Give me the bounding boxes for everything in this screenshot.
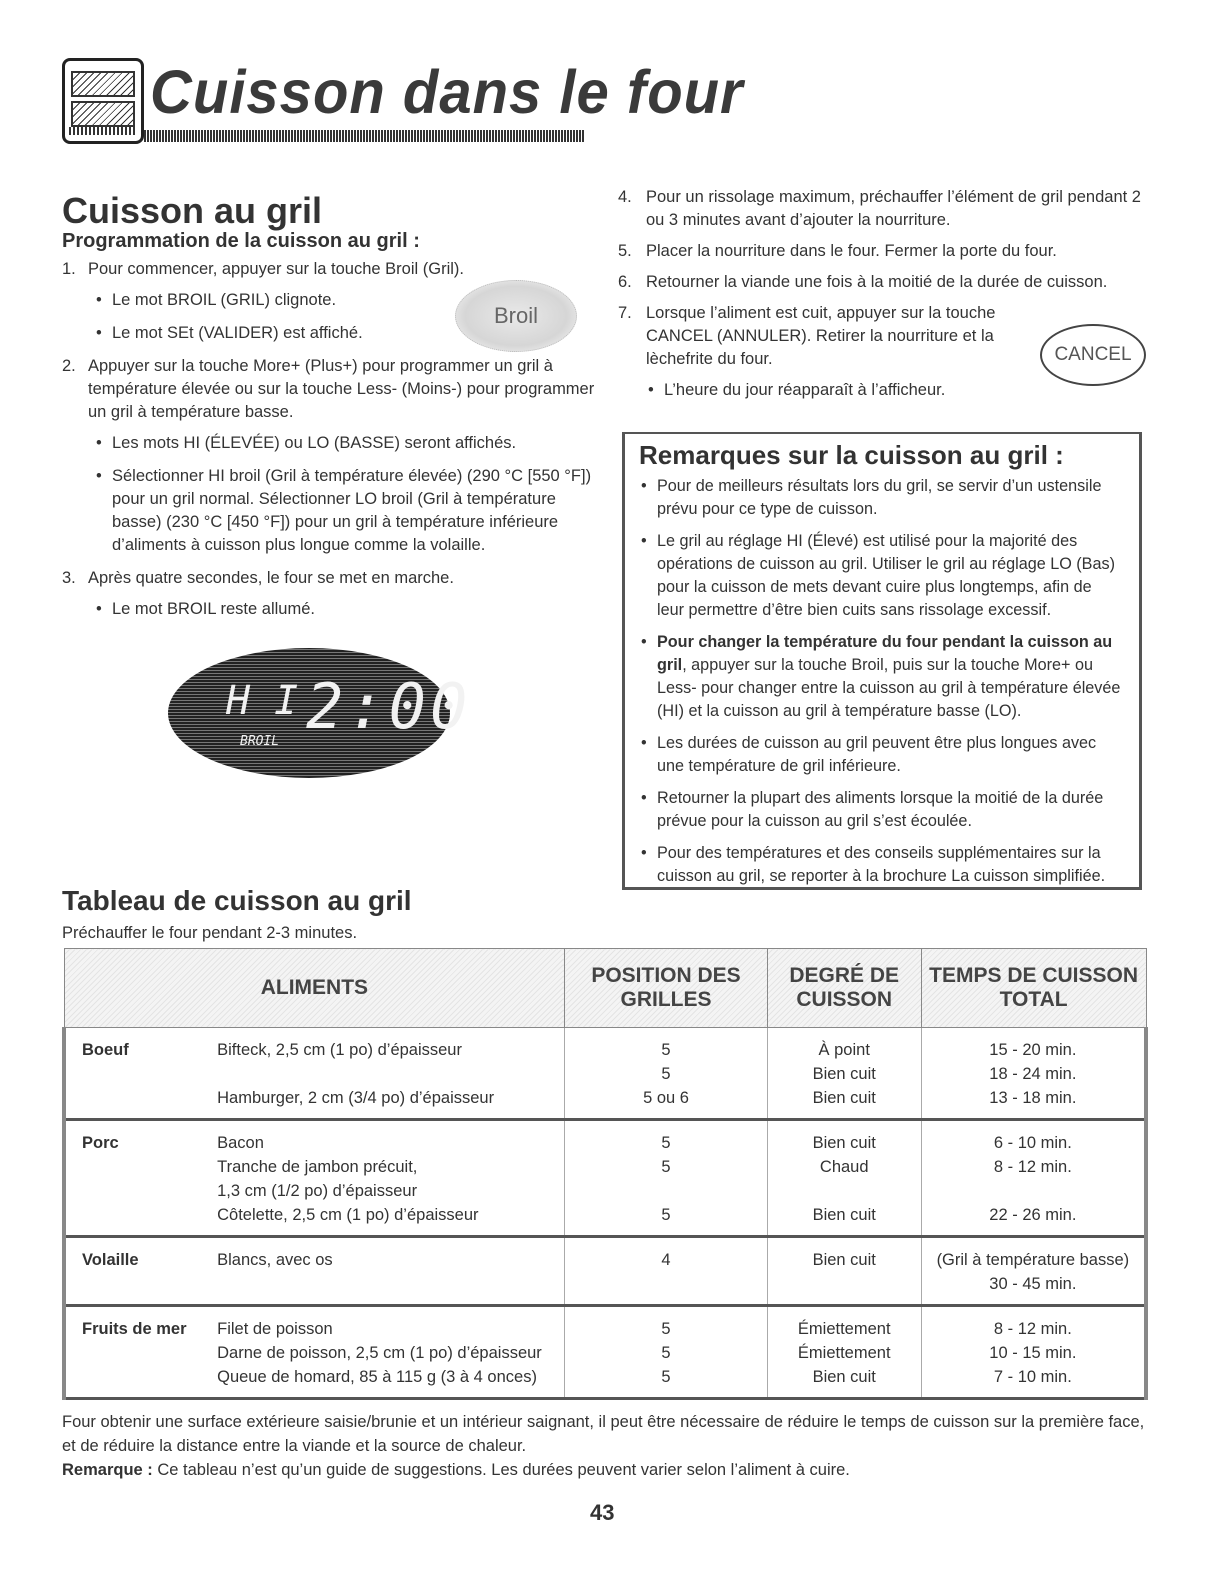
food-cell-line [217, 1272, 564, 1296]
doneness-cell-line: Bien cuit [812, 1134, 876, 1152]
category-cell-line: Volaille [82, 1251, 139, 1269]
time-cell-line: 7 - 10 min. [993, 1368, 1072, 1386]
position-cell-line: 5 [661, 1041, 671, 1059]
time-cell-line: 22 - 26 min. [989, 1206, 1077, 1224]
position-cell-line: 5 [661, 1158, 671, 1176]
position-cell-line: 5 [661, 1320, 671, 1338]
step-7-bullet: • L’heure du jour réapparaît à l’afficheur. [618, 379, 1148, 402]
position-cell [565, 1120, 767, 1237]
doneness-cell-line: Émiettement [797, 1320, 891, 1338]
food-cell-line: Filet de poisson [217, 1320, 333, 1338]
food-cell-line: Tranche de jambon précuit, [217, 1158, 418, 1176]
time-cell [921, 1028, 1146, 1120]
category-cell [64, 1028, 209, 1120]
cancel-button[interactable]: CANCEL [1040, 324, 1146, 386]
time-cell-line: 30 - 45 min. [989, 1275, 1077, 1293]
step-3-bullet: • Le mot BROIL reste allumé. [62, 598, 597, 621]
category-cell [64, 1237, 209, 1306]
food-cell-line: Blancs, avec os [217, 1251, 333, 1269]
category-cell [64, 1306, 209, 1399]
food-cell-line: Bifteck, 2,5 cm (1 po) d’épaisseur [217, 1041, 462, 1059]
table-title: Tableau de cuisson au gril [62, 885, 412, 916]
table-intro: Préchauffer le four pendant 2-3 minutes. [62, 924, 358, 942]
position-cell-line: 5 [661, 1206, 671, 1224]
doneness-cell-line [768, 1179, 921, 1203]
category-cell [64, 1120, 209, 1237]
footer-note: Four obtenir une surface extérieure saisie/brunie et un intérieur saignant, il peut être nécessaire de réduire le temps de cuisson sur la première face, et de réduire la distance entre la viande et la source de chaleur. [62, 1413, 1145, 1455]
doneness-cell-line: Bien cuit [812, 1251, 876, 1269]
time-cell-line [922, 1179, 1144, 1203]
food-cell-line: Côtelette, 2,5 cm (1 po) d’épaisseur [217, 1206, 479, 1224]
remark-item: • Retourner la plupart des aliments lorsque la moitié de la durée prévue pour la cuisson au gril s’est écoulée. [639, 787, 1123, 833]
page-title: Cuisson dans le four [150, 58, 744, 127]
step-6: 6. Retourner la viande une fois à la moitié de la durée de cuisson. [618, 273, 1108, 291]
food-cell [209, 1306, 565, 1399]
remark-item-change: • Pour changer la température du four pendant la cuisson au gril, appuyer sur la touche Broil, puis sur la touche More+ ou Less- pour changer entre la cuisson au gril à température élevée (HI) et la cuisson au gril à température basse (LO). [639, 631, 1123, 723]
doneness-cell [767, 1028, 921, 1120]
category-cell-line: Boeuf [82, 1041, 129, 1059]
food-cell-line [217, 1062, 564, 1086]
table-row [64, 1237, 1146, 1306]
step-1-bullet: • Le mot BROIL (GRIL) clignote. [62, 289, 597, 312]
table-header-row [64, 949, 1146, 1028]
position-cell-line [565, 1272, 766, 1296]
position-cell [565, 1237, 767, 1306]
remark-item: • Pour des températures et des conseils supplémentaires sur la cuisson au gril, se reporter à la brochure La cuisson simplifiée. [639, 842, 1123, 888]
time-cell [921, 1306, 1146, 1399]
position-cell [565, 1028, 767, 1120]
doneness-cell-line [768, 1272, 921, 1296]
time-cell [921, 1237, 1146, 1306]
food-cell [209, 1237, 565, 1306]
remark-item: • Les durées de cuisson au gril peuvent être plus longues avec une température de gril inférieure. [639, 732, 1123, 778]
time-cell [921, 1120, 1146, 1237]
display-label: BROIL [240, 734, 280, 749]
broil-table [62, 948, 1148, 1400]
doneness-cell [767, 1237, 921, 1306]
position-cell-line [565, 1179, 766, 1203]
doneness-cell-line: Bien cuit [812, 1065, 876, 1083]
doneness-cell-line: À point [818, 1041, 870, 1059]
step-2: 2. Appuyer sur la touche More+ (Plus+) pour programmer un gril à température élevée ou sur la touche Less- (Moins-) pour programmer un gril à température basse. [62, 357, 595, 421]
doneness-cell-line: Bien cuit [812, 1089, 876, 1107]
time-cell-line: (Gril à température basse) [936, 1251, 1130, 1269]
food-cell [209, 1028, 565, 1120]
food-cell [209, 1120, 565, 1237]
doneness-cell [767, 1306, 921, 1399]
position-cell-line: 5 [661, 1368, 671, 1386]
step-1-bullet: • Le mot SEt (VALIDER) est affiché. [62, 322, 597, 345]
doneness-cell-line: Bien cuit [812, 1206, 876, 1224]
remark-item: • Pour de meilleurs résultats lors du gril, se servir d’un ustensile prévu pour ce type de cuisson. [639, 475, 1123, 521]
food-cell-line: Darne de poisson, 2,5 cm (1 po) d’épaisseur [217, 1344, 542, 1362]
page-number: 43 [590, 1500, 615, 1525]
food-cell-line: 1,3 cm (1/2 po) d’épaisseur [217, 1182, 418, 1200]
display-time: 2:00 [306, 670, 472, 743]
step-2-bullet: • Sélectionner HI broil (Gril à température élevée) (290 °C [550 °F]) pour un gril normal. Sélectionner LO broil (Gril à température basse) (230 °C [450 °F]) pour un gril à température inférieure d’aliments à cuisson plus longue comme la volaille. [62, 465, 597, 557]
food-cell-line: Bacon [217, 1134, 264, 1152]
table-row [64, 1306, 1146, 1399]
oven-display [168, 648, 472, 778]
step-5: 5. Placer la nourriture dans le four. Fermer la porte du four. [618, 242, 1057, 260]
step-2-bullet: • Les mots HI (ÉLEVÉE) ou LO (BASSE) seront affichés. [62, 432, 597, 455]
footer-notes [62, 1410, 1152, 1482]
header-pos: POSITION DES GRILLES [565, 949, 767, 1028]
doneness-cell [767, 1120, 921, 1237]
position-cell-line: 5 [661, 1134, 671, 1152]
header-food: ALIMENTS [64, 949, 565, 1028]
header-time: TEMPS DE CUISSON TOTAL [921, 949, 1146, 1028]
broil-button[interactable]: Broil [455, 280, 577, 352]
time-cell-line: 8 - 12 min. [993, 1320, 1072, 1338]
doneness-cell-line: Chaud [819, 1158, 869, 1176]
doneness-cell-line: Bien cuit [812, 1368, 876, 1386]
time-cell-line: 8 - 12 min. [993, 1158, 1072, 1176]
oven-icon [62, 58, 144, 144]
remark-item: • Le gril au réglage HI (Élevé) est utilisé pour la majorité des opérations de cuisson au gril. Utiliser le gril au réglage LO (Bas) pour la cuisson de mets devant cuire plus longtemps, afin de leur permettre d’être bien cuits sans rissolage excessif. [639, 530, 1123, 622]
title-rule [144, 130, 584, 142]
position-cell-line: 5 [661, 1344, 671, 1362]
food-cell-line: Queue de homard, 85 à 115 g (3 à 4 onces) [217, 1368, 537, 1386]
position-cell [565, 1306, 767, 1399]
time-cell-line: 15 - 20 min. [989, 1041, 1077, 1059]
time-cell-line: 18 - 24 min. [989, 1065, 1077, 1083]
step-7: 7. Lorsque l’aliment est cuit, appuyer sur la touche CANCEL (ANNULER). Retirer la nourriture et la lèchefrite du four. [618, 304, 996, 368]
section-subtitle: Programmation de la cuisson au gril : [62, 230, 420, 252]
section-title: Cuisson au gril [62, 190, 323, 231]
position-cell-line: 4 [661, 1251, 671, 1269]
category-cell-line: Fruits de mer [82, 1320, 187, 1338]
step-4: 4. Pour un rissolage maximum, préchauffer l’élément de gril pendant 2 ou 3 minutes avant d’ajouter la nourriture. [618, 188, 1141, 229]
footer-remark: Remarque : Ce tableau n’est qu’un guide de suggestions. Les durées peuvent varier selon l’aliment à cuire. [62, 1461, 850, 1479]
position-cell-line: 5 ou 6 [643, 1089, 689, 1107]
table-row [64, 1120, 1146, 1237]
time-cell-line: 6 - 10 min. [993, 1134, 1072, 1152]
position-cell-line: 5 [661, 1065, 671, 1083]
remarks-title: Remarques sur la cuisson au gril : [639, 440, 1064, 470]
remarks-box [622, 432, 1142, 890]
category-cell-line: Porc [82, 1134, 119, 1152]
step-1: 1. Pour commencer, appuyer sur la touche Broil (Gril). [62, 260, 464, 278]
time-cell-line: 10 - 15 min. [989, 1344, 1077, 1362]
time-cell-line: 13 - 18 min. [989, 1089, 1077, 1107]
step-3: 3. Après quatre secondes, le four se met en marche. [62, 569, 454, 587]
table-row [64, 1028, 1146, 1120]
display-mode: H I [226, 678, 299, 724]
food-cell-line: Hamburger, 2 cm (3/4 po) d’épaisseur [217, 1089, 495, 1107]
header-deg: DEGRÉ DE CUISSON [767, 949, 921, 1028]
doneness-cell-line: Émiettement [797, 1344, 891, 1362]
